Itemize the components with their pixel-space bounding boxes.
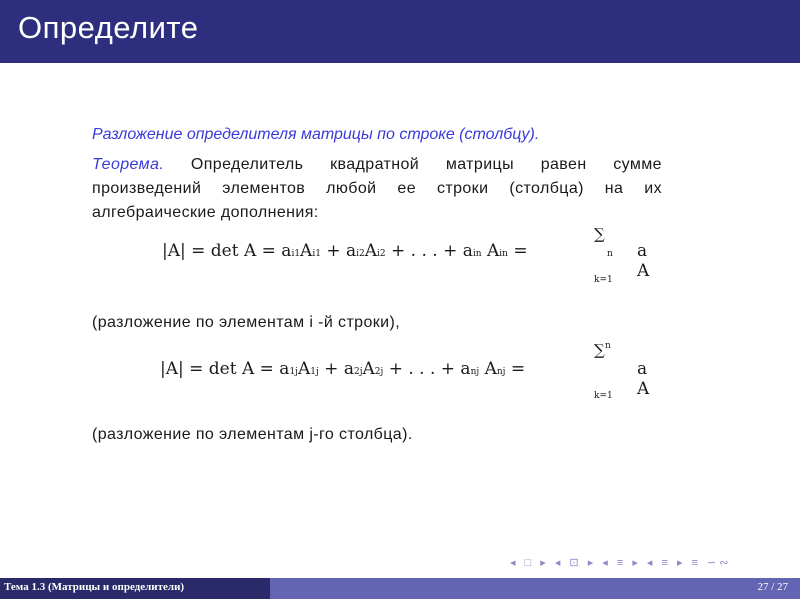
sum2-term: a A bbox=[637, 359, 650, 399]
slide-header bbox=[0, 0, 800, 63]
slide-footer bbox=[0, 578, 800, 599]
row-expansion-note: (разложение по элементам i -й строки), bbox=[92, 314, 401, 331]
slide-title: Определите bbox=[18, 10, 199, 45]
sum-symbol: ∑ bbox=[594, 225, 605, 243]
sum2-lower-limit: k=1 bbox=[594, 391, 613, 401]
beamer-navigation-icons[interactable]: ◂ □ ▸ ◂ ⊡ ▸ ◂ ≡ ▸ ◂ ≡ ▸ ≡ ∽∾ bbox=[510, 557, 732, 569]
section-heading: Разложение определителя матрицы по строке (столбцу). bbox=[92, 126, 540, 143]
sum-term: a A bbox=[637, 241, 650, 281]
theorem-text: Определитель квадратной матрицы равен сумме произведений элементов любой ее строки (столбца) на их алгебраические дополнения: bbox=[92, 156, 662, 221]
column-expansion-note: (разложение по элементам j-го столбца). bbox=[92, 426, 413, 443]
theorem-paragraph bbox=[92, 153, 662, 225]
sum-lower-limit: k=1 bbox=[594, 275, 613, 285]
page-number: 27 / 27 bbox=[757, 581, 788, 593]
footer-topic: Тема 1.3 (Матрицы и определители) bbox=[4, 581, 185, 593]
formula-lhs: |A| = det A = ai1Ai1 + ai2Ai2 + . . . + ain Ain = bbox=[162, 241, 528, 261]
column-expansion-formula bbox=[92, 339, 662, 409]
sum-upper-limit: n bbox=[607, 249, 613, 259]
formula2-lhs: |A| = det A = a1jA1j + a2jA2j + . . . + anj Anj = bbox=[160, 359, 526, 379]
sum2-symbol: ∑ bbox=[594, 341, 605, 359]
theorem-label: Теорема. bbox=[92, 156, 165, 173]
row-expansion-formula bbox=[92, 225, 662, 295]
footer-topic-bar bbox=[0, 578, 270, 599]
footer-page-bar bbox=[270, 578, 800, 599]
sum2-upper-limit: n bbox=[605, 341, 611, 351]
slide-content bbox=[92, 122, 662, 447]
